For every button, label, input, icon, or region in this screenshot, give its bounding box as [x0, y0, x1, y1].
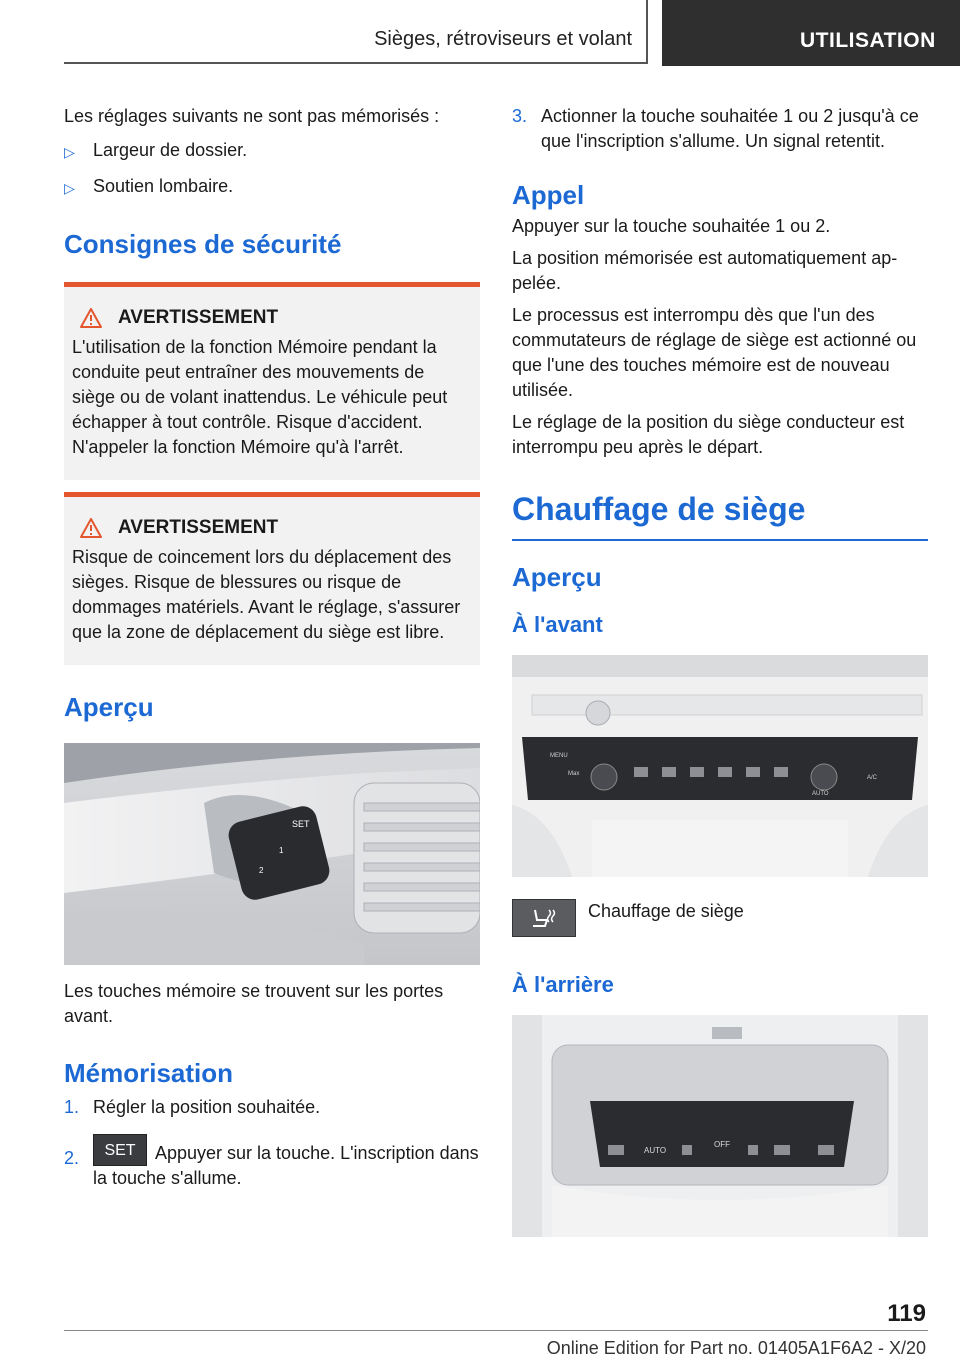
- icon-caption: Chauffage de siège: [588, 901, 744, 921]
- bullet-marker: ▷: [64, 144, 75, 160]
- door-panel-illustration: [64, 743, 480, 965]
- bullet-item: [64, 138, 480, 165]
- overview-heading: Aperçu: [512, 562, 602, 592]
- step-item: [64, 1134, 480, 1191]
- set-button-label: SET: [292, 819, 310, 829]
- recall-paragraph: Le réglage de la position du siège conducteur est interrompu peu après le départ.: [512, 412, 905, 457]
- icon-legend-row: [512, 899, 928, 937]
- step-text: Régler la position souhaitée.: [93, 1097, 321, 1117]
- set-button-icon: SET: [93, 1134, 147, 1166]
- bullet-text: Soutien lombaire.: [93, 176, 234, 196]
- rear-climate-panel-photo: [512, 1015, 928, 1237]
- warning-box: [64, 492, 480, 665]
- recall-paragraph: Appuyer sur la touche souhaitée 1 ou 2.: [512, 216, 831, 236]
- warning-triangle-icon: [80, 308, 102, 328]
- step-item: [512, 104, 928, 154]
- bullet-item: [64, 174, 480, 201]
- section-title: Sièges, rétroviseurs et volant: [374, 28, 632, 50]
- warning-title: AVERTISSEMENT: [80, 517, 472, 539]
- step-number: 2.: [64, 1148, 80, 1168]
- front-panel-illustration: [512, 655, 928, 877]
- warning-body: Risque de coincement lors du déplacement des sièges. Risque de blessures ou risque de dommages matériels. Avant le réglage, s'assurer que la zone de déplacement du siège est libre.: [72, 547, 461, 642]
- memory-1-label: 1: [279, 846, 284, 855]
- memory-2-label: 2: [259, 866, 264, 875]
- recall-paragraph: Le processus est interrompu dès que l'un des commutateurs de réglage de siège est actionné ou que l'une des touches mémoire est de nouveau utilisée.: [512, 305, 917, 400]
- auto-label: AUTO: [812, 791, 829, 797]
- warning-triangle-icon: [80, 518, 102, 538]
- overview-caption: Les touches mémoire se trouvent sur les portes avant.: [64, 981, 444, 1026]
- right-column: [512, 104, 928, 1237]
- recall-paragraph: La position mémorisée est automatiquement appelée.: [512, 248, 898, 293]
- warning-title: AVERTISSEMENT: [80, 307, 472, 329]
- safety-heading: Consignes de sécurité: [64, 229, 342, 259]
- bullet-marker: ▷: [64, 180, 75, 196]
- rear-heading: À l'arrière: [512, 972, 614, 997]
- intro-text: Les réglages suivants ne sont pas mémorisés :: [64, 106, 440, 126]
- step-number: 1.: [64, 1097, 80, 1117]
- rear-panel-illustration: [512, 1015, 928, 1237]
- menu-label: MENU: [550, 753, 568, 759]
- overview-heading: Aperçu: [64, 692, 154, 722]
- recall-heading: Appel: [512, 180, 585, 210]
- step-text: Actionner la touche souhaitée 1 ou 2 jusqu'à ce que l'inscription s'allume. Un signal retentit.: [541, 106, 919, 151]
- footer-rule: [64, 1330, 928, 1331]
- heading-rule: [512, 539, 928, 541]
- bullet-text: Largeur de dossier.: [93, 140, 248, 160]
- ac-label: A/C: [867, 775, 878, 781]
- warning-box: [64, 282, 480, 480]
- rear-auto-label: AUTO: [644, 1146, 667, 1155]
- page-number: 119: [887, 1300, 926, 1327]
- step-number: 3.: [512, 106, 528, 126]
- front-climate-panel-photo: [512, 655, 928, 877]
- rear-off-label: OFF: [714, 1140, 730, 1149]
- seat-heating-icon: [512, 899, 576, 937]
- memorize-heading: Mémorisation: [64, 1058, 234, 1088]
- step-item: [64, 1095, 480, 1120]
- door-memory-buttons-photo: [64, 743, 480, 965]
- front-heading: À l'avant: [512, 612, 603, 637]
- warning-body: L'utilisation de la fonction Mémoire pendant la conduite peut entraîner des mouvements de siège ou de volant inattendus. Le véhicule peut échapper à tout contrôle. Risque d'accident. N'appeler la fonction Mémoire qu'à l'arrêt.: [72, 337, 448, 457]
- step-text: Appuyer sur la touche. L'inscription dans la touche s'allume.: [93, 1143, 479, 1188]
- left-column: [64, 104, 480, 1191]
- max-label: Max: [568, 771, 580, 777]
- chapter-tab: UTILISATION: [662, 0, 960, 66]
- seat-heating-heading: Chauffage de siège: [512, 491, 806, 527]
- edition-text: Online Edition for Part no. 01405A1F6A2 - X/20: [546, 1338, 926, 1358]
